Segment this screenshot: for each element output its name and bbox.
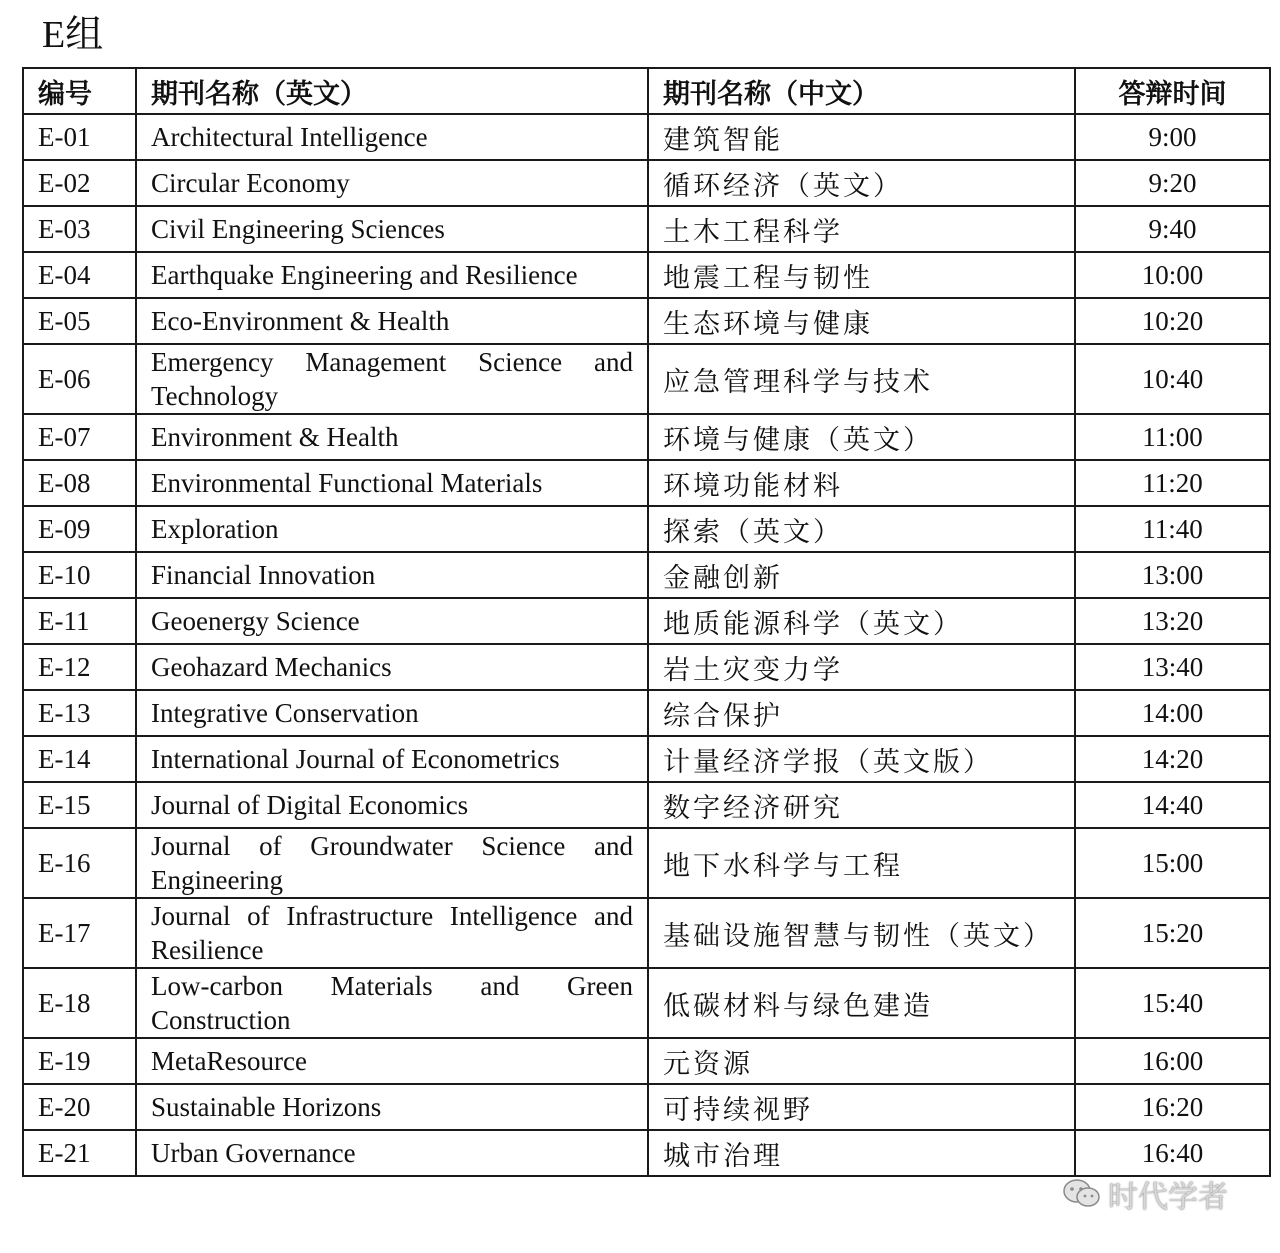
cell-name-zh: 应急管理科学与技术 <box>648 344 1075 414</box>
header-code: 编号 <box>23 68 136 114</box>
cell-time: 11:20 <box>1075 460 1270 506</box>
defense-schedule-table <box>22 67 1271 1177</box>
cell-code: E-05 <box>23 298 136 344</box>
cell-name-zh: 土木工程科学 <box>648 206 1075 252</box>
cell-code: E-07 <box>23 414 136 460</box>
cell-name-en: Sustainable Horizons <box>136 1084 648 1130</box>
cell-name-en: Civil Engineering Sciences <box>136 206 648 252</box>
table-row <box>23 690 1270 736</box>
cell-name-zh: 综合保护 <box>648 690 1075 736</box>
table-row <box>23 968 1270 1038</box>
wechat-icon <box>1062 1177 1102 1211</box>
cell-time: 13:20 <box>1075 598 1270 644</box>
table-row <box>23 460 1270 506</box>
cell-name-zh: 金融创新 <box>648 552 1075 598</box>
cell-time: 9:00 <box>1075 114 1270 160</box>
watermark-text: 时代学者 <box>1108 1180 1228 1215</box>
cell-code: E-14 <box>23 736 136 782</box>
cell-name-zh: 城市治理 <box>648 1130 1075 1176</box>
cell-name-zh: 探索（英文） <box>648 506 1075 552</box>
cell-name-en: International Journal of Econometrics <box>136 736 648 782</box>
cell-name-zh: 建筑智能 <box>648 114 1075 160</box>
cell-name-zh: 数字经济研究 <box>648 782 1075 828</box>
table-row <box>23 160 1270 206</box>
cell-time: 10:00 <box>1075 252 1270 298</box>
cell-name-en: Earthquake Engineering and Resilience <box>136 252 648 298</box>
cell-code: E-04 <box>23 252 136 298</box>
cell-name-en: Integrative Conservation <box>136 690 648 736</box>
cell-code: E-06 <box>23 344 136 414</box>
cell-name-en: Journal of Groundwater Science and Engineering <box>136 828 648 898</box>
table-row <box>23 736 1270 782</box>
cell-code: E-15 <box>23 782 136 828</box>
table-row <box>23 828 1270 898</box>
cell-code: E-08 <box>23 460 136 506</box>
group-title: E组 <box>42 14 104 56</box>
cell-name-en: MetaResource <box>136 1038 648 1084</box>
cell-name-en: Environmental Functional Materials <box>136 460 648 506</box>
cell-code: E-01 <box>23 114 136 160</box>
cell-time: 15:20 <box>1075 898 1270 968</box>
cell-time: 16:40 <box>1075 1130 1270 1176</box>
cell-time: 16:20 <box>1075 1084 1270 1130</box>
cell-code: E-16 <box>23 828 136 898</box>
cell-code: E-19 <box>23 1038 136 1084</box>
table-row <box>23 1130 1270 1176</box>
cell-name-en: Low-carbon Materials and Green Construction <box>136 968 648 1038</box>
cell-time: 9:40 <box>1075 206 1270 252</box>
header-name-en: 期刊名称（英文） <box>136 68 648 114</box>
cell-time: 14:00 <box>1075 690 1270 736</box>
cell-name-zh: 环境与健康（英文） <box>648 414 1075 460</box>
table-row <box>23 1084 1270 1130</box>
table-row <box>23 552 1270 598</box>
table-row <box>23 344 1270 414</box>
cell-name-en: Architectural Intelligence <box>136 114 648 160</box>
cell-code: E-12 <box>23 644 136 690</box>
cell-name-en: Journal of Infrastructure Intelligence and Resilience <box>136 898 648 968</box>
cell-name-en: Emergency Management Science and Technology <box>136 344 648 414</box>
cell-code: E-11 <box>23 598 136 644</box>
cell-name-zh: 环境功能材料 <box>648 460 1075 506</box>
cell-time: 15:00 <box>1075 828 1270 898</box>
table-row <box>23 206 1270 252</box>
cell-time: 14:20 <box>1075 736 1270 782</box>
cell-name-zh: 可持续视野 <box>648 1084 1075 1130</box>
table-header-row <box>23 68 1270 114</box>
cell-name-zh: 计量经济学报（英文版） <box>648 736 1075 782</box>
cell-time: 11:00 <box>1075 414 1270 460</box>
cell-time: 14:40 <box>1075 782 1270 828</box>
cell-name-en: Urban Governance <box>136 1130 648 1176</box>
cell-name-zh: 地质能源科学（英文） <box>648 598 1075 644</box>
table-row <box>23 898 1270 968</box>
header-time: 答辩时间 <box>1075 68 1270 114</box>
watermark <box>1062 1172 1228 1216</box>
table-row <box>23 414 1270 460</box>
table-row <box>23 644 1270 690</box>
cell-time: 13:40 <box>1075 644 1270 690</box>
cell-name-en: Financial Innovation <box>136 552 648 598</box>
cell-time: 10:40 <box>1075 344 1270 414</box>
cell-name-zh: 低碳材料与绿色建造 <box>648 968 1075 1038</box>
header-name-zh: 期刊名称（中文） <box>648 68 1075 114</box>
cell-time: 16:00 <box>1075 1038 1270 1084</box>
cell-name-zh: 地震工程与韧性 <box>648 252 1075 298</box>
cell-time: 9:20 <box>1075 160 1270 206</box>
cell-name-en: Geoenergy Science <box>136 598 648 644</box>
cell-code: E-18 <box>23 968 136 1038</box>
cell-code: E-02 <box>23 160 136 206</box>
cell-code: E-10 <box>23 552 136 598</box>
cell-code: E-03 <box>23 206 136 252</box>
cell-name-zh: 岩土灾变力学 <box>648 644 1075 690</box>
table-row <box>23 598 1270 644</box>
cell-name-zh: 循环经济（英文） <box>648 160 1075 206</box>
table-row <box>23 782 1270 828</box>
table-row <box>23 298 1270 344</box>
cell-name-zh: 元资源 <box>648 1038 1075 1084</box>
table-row <box>23 1038 1270 1084</box>
cell-name-en: Journal of Digital Economics <box>136 782 648 828</box>
cell-code: E-09 <box>23 506 136 552</box>
cell-name-en: Circular Economy <box>136 160 648 206</box>
table-row <box>23 506 1270 552</box>
cell-time: 13:00 <box>1075 552 1270 598</box>
cell-time: 10:20 <box>1075 298 1270 344</box>
table-row <box>23 114 1270 160</box>
cell-name-zh: 生态环境与健康 <box>648 298 1075 344</box>
cell-name-en: Environment & Health <box>136 414 648 460</box>
cell-code: E-21 <box>23 1130 136 1176</box>
table-row <box>23 252 1270 298</box>
cell-time: 15:40 <box>1075 968 1270 1038</box>
cell-name-en: Exploration <box>136 506 648 552</box>
cell-name-en: Geohazard Mechanics <box>136 644 648 690</box>
cell-code: E-13 <box>23 690 136 736</box>
cell-name-en: Eco-Environment & Health <box>136 298 648 344</box>
cell-code: E-20 <box>23 1084 136 1130</box>
cell-time: 11:40 <box>1075 506 1270 552</box>
cell-name-zh: 地下水科学与工程 <box>648 828 1075 898</box>
cell-name-zh: 基础设施智慧与韧性（英文） <box>648 898 1075 968</box>
cell-code: E-17 <box>23 898 136 968</box>
